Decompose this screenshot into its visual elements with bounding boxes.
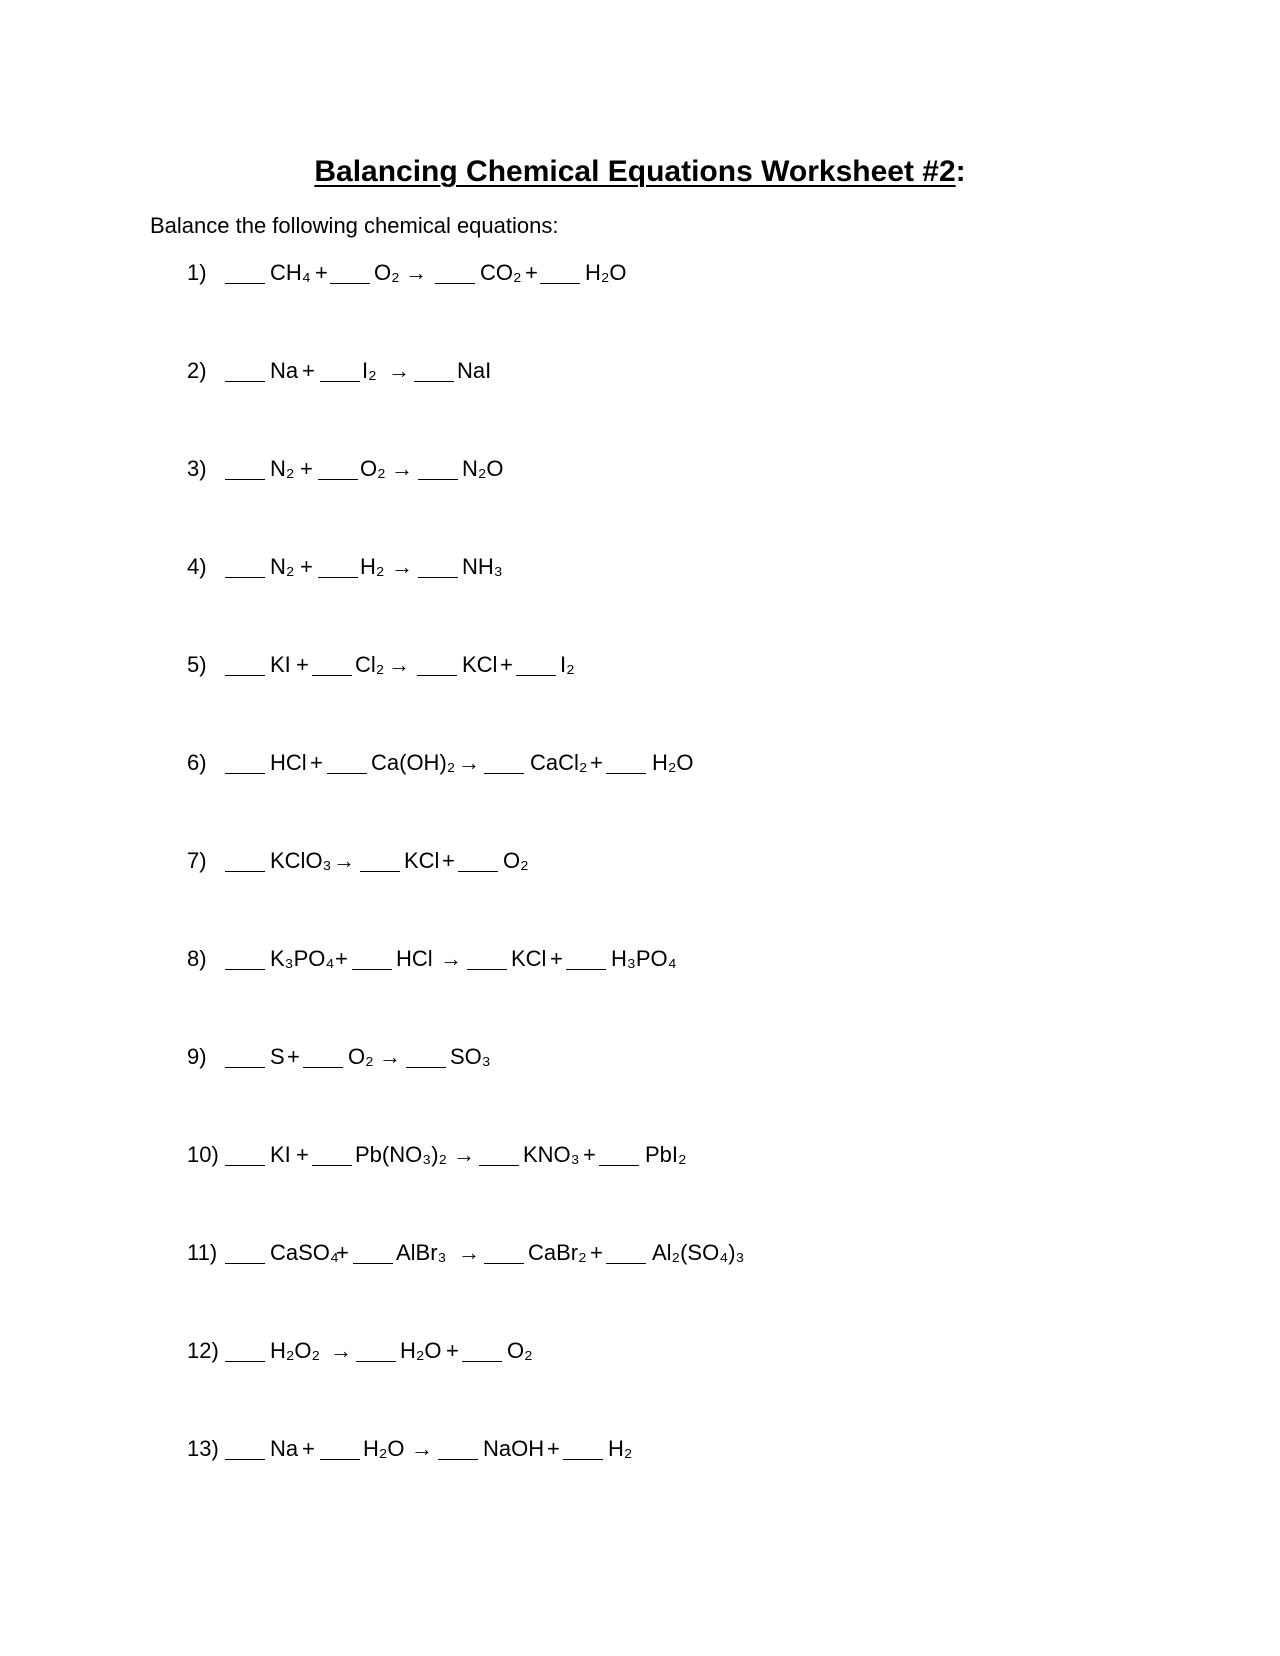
plus-sign: + (335, 946, 348, 971)
formula-ca-oh-2: Ca(OH)₂ (371, 750, 456, 775)
coefficient-blank[interactable] (606, 748, 646, 778)
formula-nai: NaI (457, 358, 492, 383)
formula-albr3: AlBr₃ (396, 1240, 447, 1265)
coefficient-blank[interactable] (606, 1238, 646, 1268)
equation-number: 11) (187, 1240, 218, 1265)
formula-cl2: Cl₂ (355, 652, 385, 677)
yields-arrow: → (458, 1240, 480, 1265)
equation-number: 6) (187, 750, 207, 775)
formula-o2: O₂ (360, 456, 386, 481)
plus-sign: + (547, 1436, 560, 1461)
formula-kcl: KCl (404, 848, 440, 873)
formula-h2o: H₂O (400, 1338, 442, 1363)
equation-number: 5) (187, 652, 207, 677)
formula-n2: N₂ (270, 554, 295, 579)
coefficient-blank[interactable] (356, 1336, 396, 1366)
coefficient-blank[interactable] (318, 552, 358, 582)
coefficient-blank[interactable] (484, 1238, 524, 1268)
coefficient-blank[interactable] (225, 944, 265, 974)
yields-arrow: → (391, 456, 413, 481)
formula-h2: H₂ (608, 1436, 633, 1461)
formula-o2: O₂ (348, 1044, 374, 1069)
formula-ch4: CH₄ (270, 260, 311, 285)
coefficient-blank[interactable] (303, 1042, 343, 1072)
formula-o2: O₂ (507, 1338, 533, 1363)
yields-arrow: → (388, 358, 410, 383)
coefficient-blank[interactable] (599, 1140, 639, 1170)
coefficient-blank[interactable] (327, 748, 367, 778)
plus-sign: + (336, 1240, 349, 1265)
coefficient-blank[interactable] (225, 454, 265, 484)
coefficient-blank[interactable] (330, 258, 370, 288)
coefficient-blank[interactable] (417, 650, 457, 680)
formula-naoh: NaOH (483, 1436, 545, 1461)
plus-sign: + (500, 652, 513, 677)
plus-sign: + (296, 1142, 309, 1167)
formula-h2o: H₂O (652, 750, 694, 775)
coefficient-blank[interactable] (225, 1238, 265, 1268)
formula-pb-no3-2: Pb(NO₃)₂ (355, 1142, 448, 1167)
formula-co2: CO₂ (480, 260, 522, 285)
formula-kno3: KNO₃ (523, 1142, 580, 1167)
plus-sign: + (550, 946, 563, 971)
coefficient-blank[interactable] (225, 1434, 265, 1464)
coefficient-blank[interactable] (458, 846, 498, 876)
equation-number: 9) (187, 1044, 207, 1069)
formula-nh3: NH₃ (462, 554, 503, 579)
coefficient-blank[interactable] (225, 846, 265, 876)
formula-i2: I₂ (362, 358, 377, 383)
formula-hcl: HCl (270, 750, 307, 775)
plus-sign: + (310, 750, 323, 775)
yields-arrow: → (379, 1044, 401, 1069)
formula-h2: H₂ (360, 554, 385, 579)
formula-o2: O₂ (374, 260, 400, 285)
coefficient-blank[interactable] (360, 846, 400, 876)
coefficient-blank[interactable] (225, 748, 265, 778)
coefficient-blank[interactable] (225, 1140, 265, 1170)
plus-sign: + (302, 1436, 315, 1461)
formula-kcl: KCl (511, 946, 547, 971)
formula-ki: KI (270, 652, 291, 677)
formula-kcl: KCl (462, 652, 498, 677)
formula-s: S (270, 1044, 285, 1069)
formula-k3po4: K₃PO₄ (270, 946, 335, 971)
coefficient-blank[interactable] (563, 1434, 603, 1464)
coefficient-blank[interactable] (352, 944, 392, 974)
formula-na: Na (270, 1436, 299, 1461)
plus-sign: + (300, 554, 313, 579)
formula-n2: N₂ (270, 456, 295, 481)
yields-arrow: → (440, 946, 462, 971)
formula-pbi2: PbI₂ (645, 1142, 687, 1167)
coefficient-blank[interactable] (414, 356, 454, 386)
coefficient-blank[interactable] (418, 552, 458, 582)
coefficient-blank[interactable] (312, 650, 352, 680)
formula-hcl: HCl (396, 946, 433, 971)
coefficient-blank[interactable] (435, 258, 475, 288)
equation-number: 8) (187, 946, 207, 971)
coefficient-blank[interactable] (479, 1140, 519, 1170)
yields-arrow: → (405, 260, 427, 285)
equation-number: 12) (187, 1338, 219, 1363)
worksheet-title-colon: : (955, 155, 966, 188)
formula-so3: SO₃ (450, 1044, 491, 1069)
formula-al2-so4-3: Al₂(SO₄)₃ (652, 1240, 745, 1265)
yields-arrow: → (391, 554, 413, 579)
yields-arrow: → (453, 1142, 475, 1167)
coefficient-blank[interactable] (516, 650, 556, 680)
formula-o2: O₂ (503, 848, 529, 873)
coefficient-blank[interactable] (462, 1336, 502, 1366)
formula-caso4: CaSO₄ (270, 1240, 339, 1265)
plus-sign: + (296, 652, 309, 677)
equation-number: 7) (187, 848, 207, 873)
equation-number: 13) (187, 1436, 219, 1461)
equation-number: 1) (187, 260, 207, 285)
equation-number: 4) (187, 554, 207, 579)
plus-sign: + (590, 1240, 603, 1265)
yields-arrow: → (333, 848, 355, 873)
yields-arrow: → (458, 750, 480, 775)
coefficient-blank[interactable] (467, 944, 507, 974)
coefficient-blank[interactable] (225, 1042, 265, 1072)
plus-sign: + (315, 260, 328, 285)
coefficient-blank[interactable] (225, 1336, 265, 1366)
coefficient-blank[interactable] (406, 1042, 446, 1072)
coefficient-blank[interactable] (566, 944, 606, 974)
formula-cabr2: CaBr₂ (528, 1240, 587, 1265)
coefficient-blank[interactable] (484, 748, 524, 778)
plus-sign: + (446, 1338, 459, 1363)
plus-sign: + (287, 1044, 300, 1069)
plus-sign: + (583, 1142, 596, 1167)
equation-number: 2) (187, 358, 207, 383)
formula-n2o: N₂O (462, 456, 504, 481)
formula-h2o2: H₂O₂ (270, 1338, 321, 1363)
coefficient-blank[interactable] (225, 552, 265, 582)
coefficient-blank[interactable] (320, 356, 360, 386)
worksheet-title (0, 154, 1280, 190)
formula-na: Na (270, 358, 299, 383)
formula-h2o: H₂O (363, 1436, 405, 1461)
coefficient-blank[interactable] (225, 356, 265, 386)
coefficient-blank[interactable] (353, 1238, 393, 1268)
yields-arrow: → (330, 1338, 352, 1363)
worksheet-title-text: Balancing Chemical Equations Worksheet #2 (314, 155, 956, 188)
plus-sign: + (302, 358, 315, 383)
coefficient-blank[interactable] (438, 1434, 478, 1464)
coefficient-blank[interactable] (320, 1434, 360, 1464)
coefficient-blank[interactable] (312, 1140, 352, 1170)
formula-i2: I₂ (560, 652, 575, 677)
formula-cacl2: CaCl₂ (530, 750, 588, 775)
plus-sign: + (525, 260, 538, 285)
coefficient-blank[interactable] (225, 650, 265, 680)
formula-ki: KI (270, 1142, 291, 1167)
formula-kclo3: KClO₃ (270, 848, 332, 873)
yields-arrow: → (411, 1436, 433, 1461)
instructions: Balance the following chemical equations: (150, 213, 559, 238)
plus-sign: + (442, 848, 455, 873)
formula-h3po4: H₃PO₄ (611, 946, 677, 971)
formula-h2o: H₂O (585, 260, 627, 285)
yields-arrow: → (388, 652, 410, 677)
coefficient-blank[interactable] (225, 258, 265, 288)
plus-sign: + (590, 750, 603, 775)
coefficient-blank[interactable] (318, 454, 358, 484)
coefficient-blank[interactable] (540, 258, 580, 288)
plus-sign: + (300, 456, 313, 481)
coefficient-blank[interactable] (418, 454, 458, 484)
equation-number: 3) (187, 456, 207, 481)
equation-number: 10) (187, 1142, 219, 1167)
